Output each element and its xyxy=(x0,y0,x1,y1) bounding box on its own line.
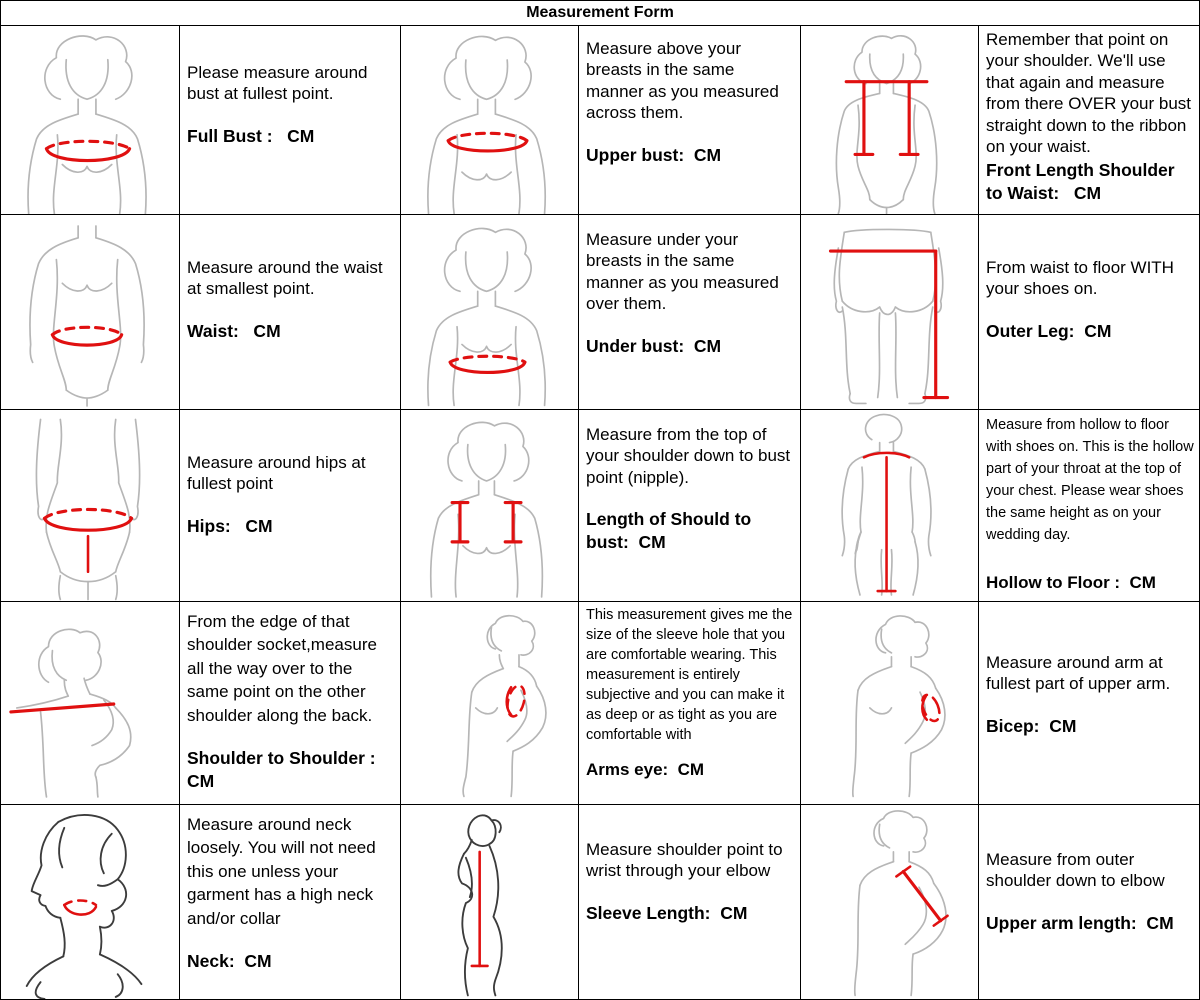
instruction-text: Measure around hips at fullest point xyxy=(187,453,371,494)
hollow-to-floor-figure-icon xyxy=(801,410,978,601)
instruction-cell-front-length xyxy=(979,26,1199,215)
figure-cell-waist xyxy=(1,215,180,410)
outer-leg-figure-icon xyxy=(801,215,978,409)
instruction-text: Measure under your breasts in the same manner as you measured over them. xyxy=(586,230,784,314)
measurement-label: Bicep: CM xyxy=(986,715,1077,736)
measurement-label: Under bust: CM xyxy=(586,335,722,356)
upper-bust-figure-icon xyxy=(401,26,578,214)
measurement-label: Shoulder to Shoulder : CM xyxy=(187,748,381,792)
front-length-figure-icon xyxy=(801,26,978,214)
figure-cell-under-bust xyxy=(401,215,579,410)
instruction-text: Measure around the waist at smallest point. xyxy=(187,258,388,299)
instruction-text: Measure shoulder point to wrist through your elbow xyxy=(586,840,788,881)
figure-cell-hips xyxy=(1,410,180,602)
measurement-label: Upper bust: CM xyxy=(586,144,722,165)
measurement-label: Hips: CM xyxy=(187,515,273,536)
instruction-cell-sleeve-length xyxy=(579,805,801,1000)
waist-figure-icon xyxy=(1,215,179,409)
instruction-cell-bicep xyxy=(979,602,1199,805)
figure-cell-hollow-to-floor xyxy=(801,410,979,602)
full-bust-figure-icon xyxy=(1,26,179,214)
sleeve-length-figure-icon xyxy=(401,805,578,1000)
form-title: Measurement Form xyxy=(1,1,1199,26)
figure-cell-front-length xyxy=(801,26,979,215)
figure-cell-neck xyxy=(1,805,180,1000)
measurement-label: Neck: CM xyxy=(187,951,272,972)
bicep-figure-icon xyxy=(801,602,978,804)
figure-cell-shoulder-to-shoulder xyxy=(1,602,180,805)
instruction-text: This measurement gives me the size of the sleeve hole that you are comfortable wearing. This measurement is entirely subjective and you can make it as deep or as tight as you are comfortable with xyxy=(586,607,797,743)
figure-cell-arms-eye xyxy=(401,602,579,805)
measurement-grid xyxy=(1,26,1199,1000)
measurement-label: Hollow to Floor : CM xyxy=(986,573,1156,593)
instruction-cell-upper-bust xyxy=(579,26,801,215)
hips-figure-icon xyxy=(1,410,179,601)
instruction-cell-waist xyxy=(180,215,401,410)
instruction-cell-hips xyxy=(180,410,401,602)
instruction-text: Measure around arm at fullest part of upper arm. xyxy=(986,653,1171,694)
measurement-label: Arms eye: CM xyxy=(586,760,705,779)
instruction-cell-outer-leg xyxy=(979,215,1199,410)
instruction-cell-shoulder-to-bust xyxy=(579,410,801,602)
arms-eye-figure-icon xyxy=(401,602,578,804)
shoulder-to-bust-figure-icon xyxy=(401,410,578,601)
instruction-cell-neck xyxy=(180,805,401,1000)
upper-arm-length-figure-icon xyxy=(801,805,978,1000)
measurement-label: Outer Leg: CM xyxy=(986,320,1112,341)
measurement-label: Front Length Shoulder to Waist: CM xyxy=(986,160,1180,204)
neck-figure-icon xyxy=(1,805,179,1000)
instruction-cell-arms-eye xyxy=(579,602,801,805)
shoulder-to-shoulder-figure-icon xyxy=(1,602,179,804)
instruction-cell-under-bust xyxy=(579,215,801,410)
instruction-cell-hollow-to-floor xyxy=(979,410,1199,602)
figure-cell-upper-arm-length xyxy=(801,805,979,1000)
instruction-text: Measure from outer shoulder down to elbow xyxy=(986,850,1165,891)
instruction-text: From the edge of that shoulder socket,measure all the way over to the same point on the other shoulder along the back. xyxy=(187,612,382,725)
figure-cell-outer-leg xyxy=(801,215,979,410)
measurement-label: Sleeve Length: CM xyxy=(586,902,748,923)
measurement-label: Upper arm length: CM xyxy=(986,912,1174,933)
measurement-label: Full Bust : CM xyxy=(187,125,315,146)
figure-cell-sleeve-length xyxy=(401,805,579,1000)
figure-cell-shoulder-to-bust xyxy=(401,410,579,602)
measurement-label: Waist: CM xyxy=(187,320,281,341)
instruction-cell-upper-arm-length xyxy=(979,805,1199,1000)
under-bust-figure-icon xyxy=(401,215,578,409)
instruction-text: Measure from hollow to floor with shoes on. This is the hollow part of your throat at the top of your chest. Please wear shoes the same height as on your wedding day. xyxy=(986,417,1198,544)
instruction-cell-full-bust xyxy=(180,26,401,215)
instruction-text: From waist to floor WITH your shoes on. xyxy=(986,258,1179,299)
figure-cell-full-bust xyxy=(1,26,180,215)
instruction-text: Measure around neck loosely. You will not need this one unless your garment has a high neck and/or collar xyxy=(187,815,381,928)
instruction-text: Measure from the top of your shoulder down to bust point (nipple). xyxy=(586,425,795,487)
instruction-text: Remember that point on your shoulder. We'll use that again and measure from there OVER your bust straight down to the ribbon on your waist. xyxy=(986,30,1196,157)
figure-cell-upper-bust xyxy=(401,26,579,215)
figure-cell-bicep xyxy=(801,602,979,805)
instruction-text: Measure above your breasts in the same manner as you measured across them. xyxy=(586,39,784,123)
instruction-cell-shoulder-to-shoulder xyxy=(180,602,401,805)
measurement-label: Length of Should to bust: CM xyxy=(586,509,757,552)
instruction-text: Please measure around bust at fullest point. xyxy=(187,63,373,104)
